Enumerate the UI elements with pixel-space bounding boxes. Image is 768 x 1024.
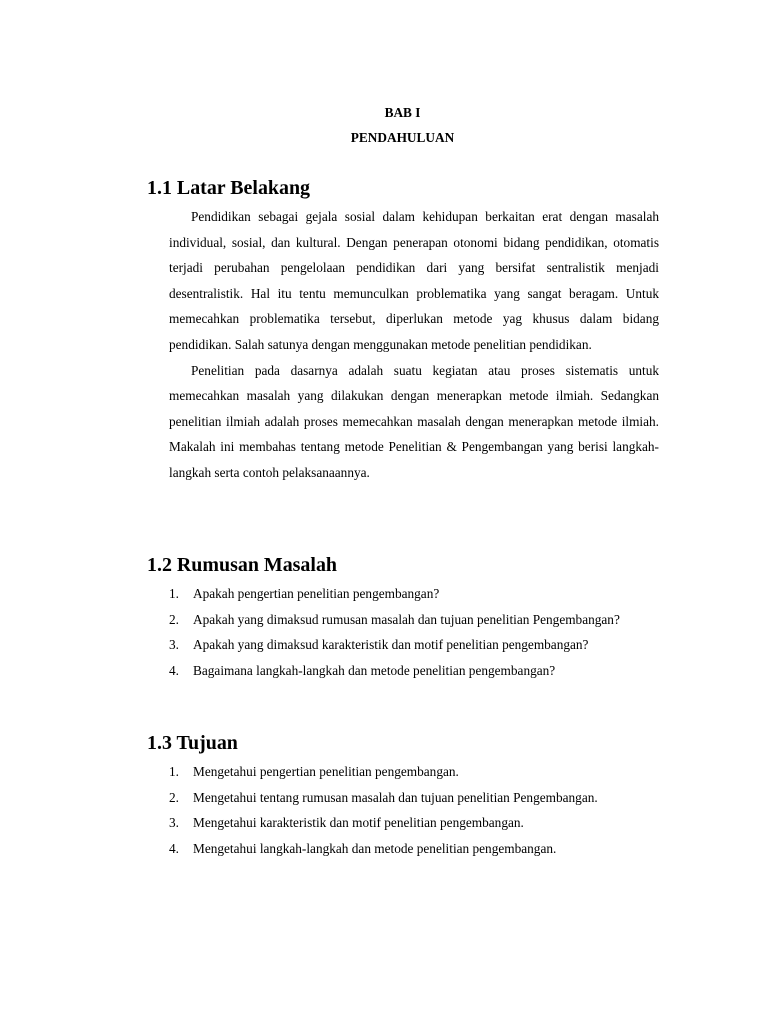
list-item [169,581,659,607]
section-heading: 1.2 Rumusan Masalah [147,554,338,576]
chapter-number: BAB I [384,105,421,120]
list-text: Mengetahui karakteristik dan motif penelitian pengembangan. [193,815,524,831]
list-item [169,607,659,633]
list-text: Apakah yang dimaksud rumusan masalah dan tujuan penelitian Pengembangan? [193,611,620,627]
list-number: 3. [169,637,179,653]
list-number: 1. [169,586,179,601]
list-item [169,785,659,811]
list-text: Apakah pengertian penelitian pengembangan? [193,586,440,601]
chapter-title: PENDAHULUAN [350,130,455,145]
numbered-list [169,581,659,683]
paragraph: Pendidikan sebagai gejala sosial dalam kehidupan berkaitan erat dengan masalah individual, sosial, dan kultural. Dengan penerapan otonomi bidang pendidikan, otomatis terjadi perubahan pengelolaan pendidikan dari yang bersifat sentralistik menjadi desentralistik. Hal itu tentu memunculkan problematika yang sangat beragam. Untuk memecahkan problematika tersebut, diperlukan metode yag khusus dalam bidang pendidikan. Salah satunya dengan menggunakan metode penelitian pendidikan. [169,209,659,352]
paragraph: Penelitian pada dasarnya adalah suatu kegiatan atau proses sistematis untuk memecahkan masalah yang dilakukan dengan menerapkan metode ilmiah. Sedangkan penelitian ilmiah adalah proses memecahkan masalah dengan menerapkan metode ilmiah. Makalah ini membahas tentang metode Penelitian & Pengembangan yang berisi langkah-langkah serta contoh pelaksanaannya. [169,362,659,480]
section-heading: 1.3 Tujuan [147,732,238,754]
list-item [169,632,659,658]
section-tujuan [147,734,659,861]
list-text: Mengetahui langkah-langkah dan metode penelitian pengembangan. [193,840,557,856]
list-number: 1. [169,764,179,779]
list-item [169,759,659,785]
numbered-list [169,759,659,861]
list-text: Mengetahui pengertian penelitian pengembangan. [193,764,459,779]
list-number: 2. [169,611,179,627]
list-number: 4. [169,662,179,678]
list-number: 3. [169,815,179,831]
list-number: 4. [169,840,179,856]
section-rumusan-masalah [147,556,659,683]
list-number: 2. [169,789,179,805]
section-latar-belakang [147,179,659,486]
list-text: Mengetahui tentang rumusan masalah dan tujuan penelitian Pengembangan. [193,789,598,805]
list-text: Apakah yang dimaksud karakteristik dan motif penelitian pengembangan? [193,637,589,653]
list-item [169,658,659,684]
section-heading: 1.1 Latar Belakang [147,177,311,199]
list-item [169,836,659,862]
list-text: Bagaimana langkah-langkah dan metode penelitian pengembangan? [193,662,556,678]
list-item [169,810,659,836]
